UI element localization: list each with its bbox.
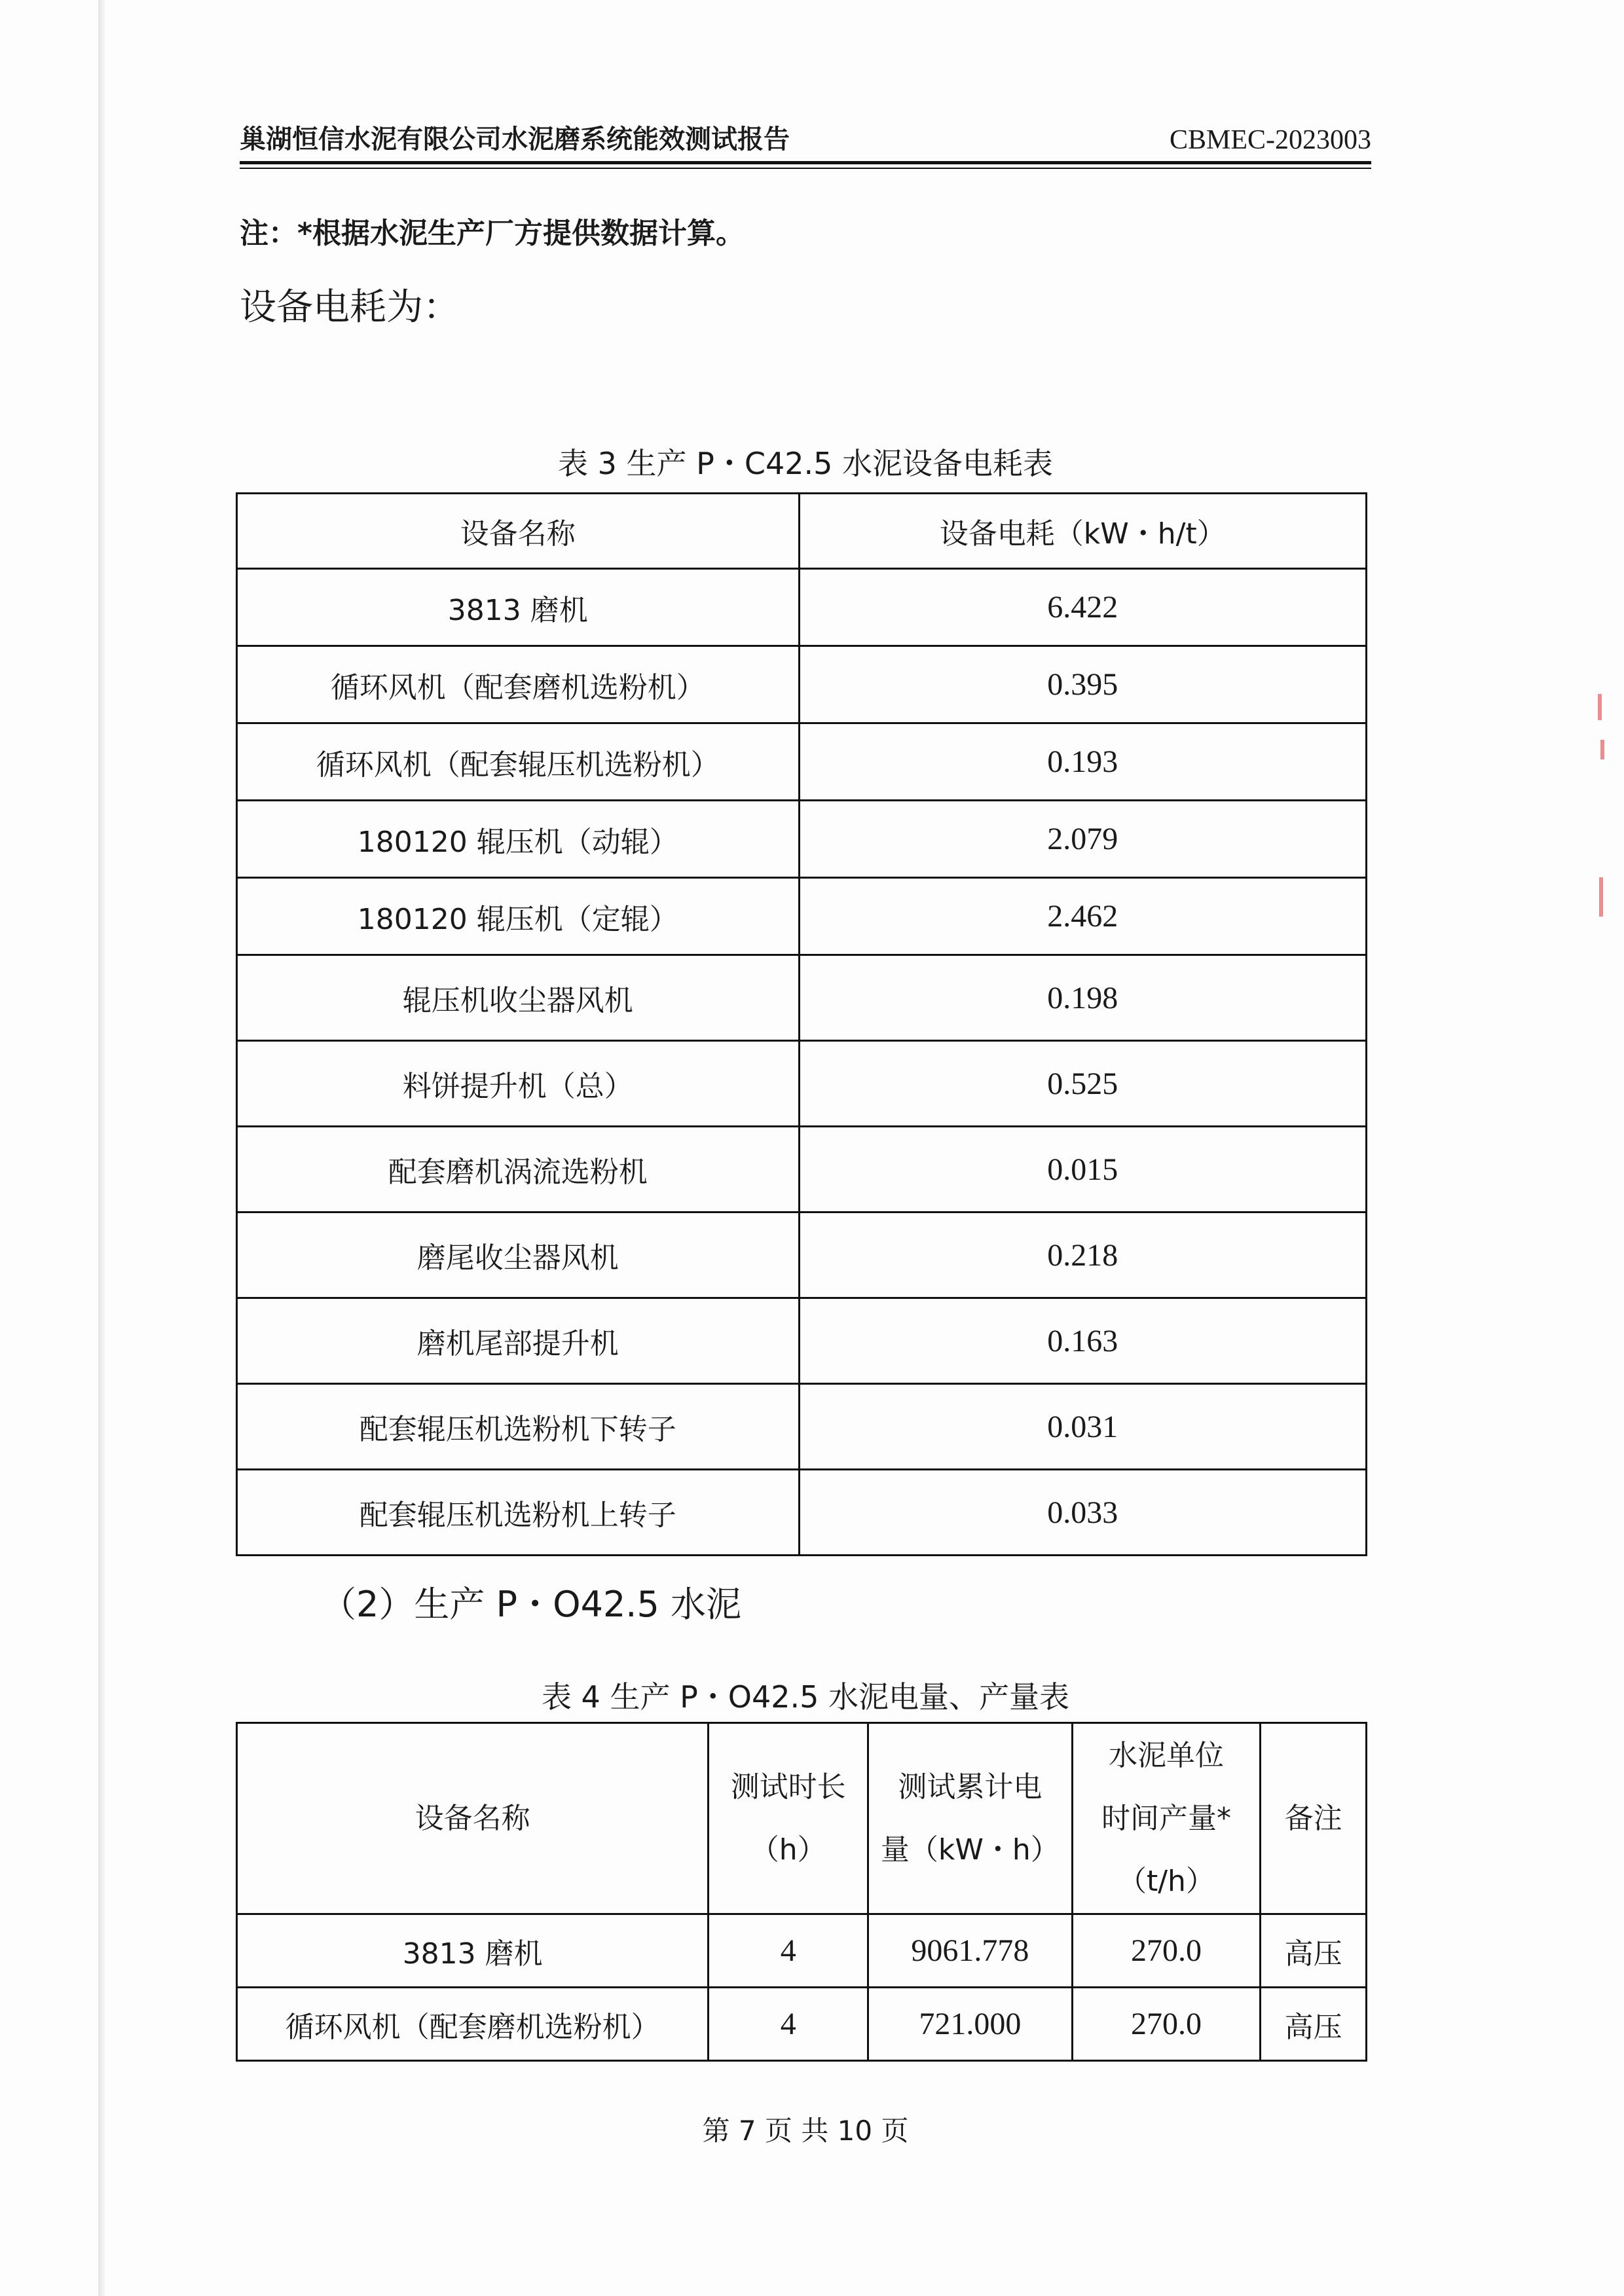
test-duration-cell: 4 <box>709 1914 868 1988</box>
column-header-line: 量（kW・h） <box>880 1832 1060 1867</box>
power-consumption-cell: 0.163 <box>799 1298 1366 1384</box>
equipment-name-cell: 180120 辊压机（定辊） <box>237 878 800 955</box>
column-header <box>1261 1723 1367 1914</box>
equipment-name-cell: 循环风机（配套磨机选粉机） <box>237 1988 709 2061</box>
column-header-line: 测试累计电 <box>898 1770 1043 1804</box>
equipment-name-cell: 配套磨机涡流选粉机 <box>237 1127 800 1212</box>
equipment-name-cell: 循环风机（配套磨机选粉机） <box>237 646 800 723</box>
stamp-fragment <box>1600 740 1604 759</box>
test-duration-cell: 4 <box>709 1988 868 2061</box>
equipment-name-cell: 料饼提升机（总） <box>237 1041 800 1127</box>
column-header-line: （t/h） <box>1117 1864 1215 1898</box>
column-header: 设备电耗（kW・h/t） <box>799 494 1366 569</box>
equipment-name-cell: 循环风机（配套辊压机选粉机） <box>237 723 800 801</box>
table-row <box>237 1041 1367 1127</box>
table3-caption: 表 3 生产 P・C42.5 水泥设备电耗表 <box>557 446 1054 481</box>
table-row <box>237 801 1367 878</box>
power-consumption-cell: 2.462 <box>799 878 1366 955</box>
page-header <box>240 111 1371 156</box>
column-header-line: 备注 <box>1284 1801 1342 1835</box>
stamp-fragment <box>1599 877 1603 917</box>
column-header-line: （h） <box>750 1832 826 1867</box>
equipment-name-cell: 配套辊压机选粉机下转子 <box>237 1384 800 1470</box>
footnote: 注：*根据水泥生产厂方提供数据计算。 <box>240 217 745 250</box>
remark-cell: 高压 <box>1261 1988 1367 2061</box>
header-rule-thick <box>240 161 1371 164</box>
stamp-fragment <box>1598 694 1602 720</box>
equipment-name-cell: 180120 辊压机（动辊） <box>237 801 800 878</box>
table-row <box>237 1298 1367 1384</box>
column-header <box>868 1723 1073 1914</box>
output-rate-cell: 270.0 <box>1072 1914 1261 1988</box>
table-header-row <box>237 494 1367 569</box>
table-row <box>237 723 1367 801</box>
table-header-row <box>237 1723 1367 1914</box>
table3 <box>236 492 1367 1556</box>
energy-total-cell: 721.000 <box>868 1988 1073 2061</box>
table-row <box>237 1914 1367 1988</box>
report-code: CBMEC-2023003 <box>1169 125 1371 155</box>
column-header-line: 设备名称 <box>415 1801 530 1835</box>
column-header-line: 水泥单位 <box>1108 1738 1224 1772</box>
power-consumption-cell: 0.031 <box>799 1384 1366 1470</box>
power-consumption-cell: 0.193 <box>799 723 1366 801</box>
equipment-name-cell: 配套辊压机选粉机上转子 <box>237 1470 800 1556</box>
power-consumption-cell: 0.198 <box>799 955 1366 1041</box>
column-header-line: 时间产量* <box>1101 1801 1231 1835</box>
page-footer: 第 7 页 共 10 页 <box>702 2115 909 2147</box>
report-title: 巢湖恒信水泥有限公司水泥磨系统能效测试报告 <box>240 124 790 155</box>
table-row <box>237 1384 1367 1470</box>
equipment-name-cell: 辊压机收尘器风机 <box>237 955 800 1041</box>
column-header <box>709 1723 868 1914</box>
table-row <box>237 955 1367 1041</box>
table4-caption: 表 4 生产 P・O42.5 水泥电量、产量表 <box>541 1679 1070 1715</box>
power-consumption-cell: 0.015 <box>799 1127 1366 1212</box>
power-consumption-cell: 0.218 <box>799 1212 1366 1298</box>
table-row <box>237 1212 1367 1298</box>
power-consumption-cell: 6.422 <box>799 569 1366 646</box>
header-rule-thin <box>240 168 1371 169</box>
section-subhead: （2）生产 P・O42.5 水泥 <box>321 1584 741 1625</box>
energy-total-cell: 9061.778 <box>868 1914 1073 1988</box>
table-row <box>237 1988 1367 2061</box>
equipment-name-cell: 磨机尾部提升机 <box>237 1298 800 1384</box>
table4 <box>236 1722 1367 2062</box>
table-row <box>237 646 1367 723</box>
power-consumption-cell: 0.033 <box>799 1470 1366 1556</box>
table-row <box>237 878 1367 955</box>
equipment-name-cell: 磨尾收尘器风机 <box>237 1212 800 1298</box>
remark-cell: 高压 <box>1261 1914 1367 1988</box>
table-row <box>237 569 1367 646</box>
equipment-name-cell: 3813 磨机 <box>237 1914 709 1988</box>
column-header: 设备名称 <box>237 494 800 569</box>
column-header-line: 测试时长 <box>730 1770 846 1804</box>
output-rate-cell: 270.0 <box>1072 1988 1261 2061</box>
power-consumption-cell: 0.525 <box>799 1041 1366 1127</box>
scan-edge <box>98 0 105 2296</box>
power-consumption-cell: 2.079 <box>799 801 1366 878</box>
table-row <box>237 1470 1367 1556</box>
column-header <box>1072 1723 1261 1914</box>
section-lead: 设备电耗为： <box>240 286 460 329</box>
power-consumption-cell: 0.395 <box>799 646 1366 723</box>
table-row <box>237 1127 1367 1212</box>
equipment-name-cell: 3813 磨机 <box>237 569 800 646</box>
column-header <box>237 1723 709 1914</box>
